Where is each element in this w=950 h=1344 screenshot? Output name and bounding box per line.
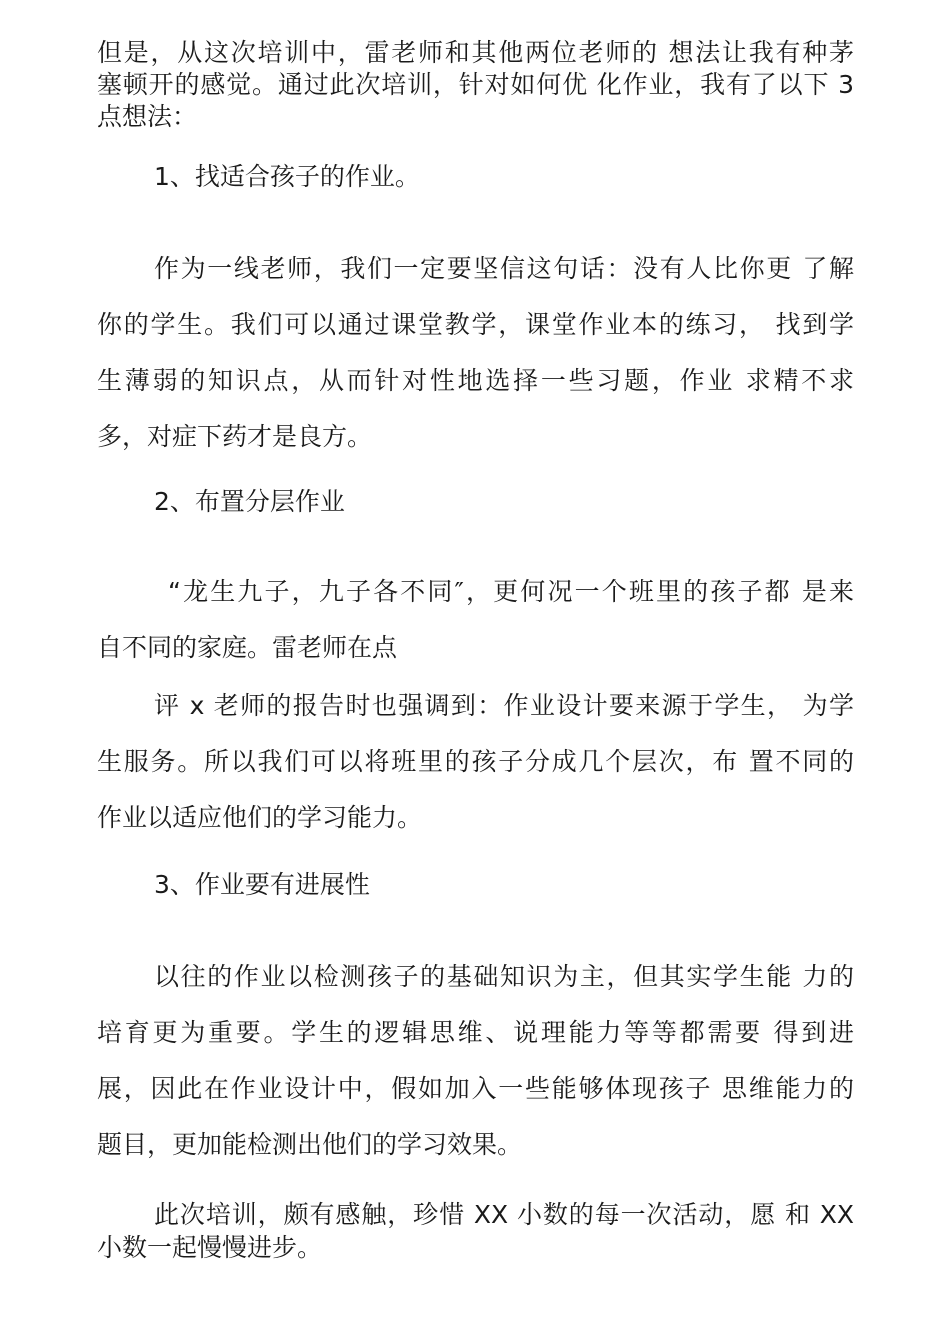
- text-line: 此次培训，颇有感触，珍惜 XX 小数的每一次活动，愿 和 XX: [154, 1200, 854, 1229]
- text-line: 培育更为重要。学生的逻辑思维、说理能力等等都需要 得到进: [97, 1018, 854, 1047]
- text-line: 但是，从这次培训中，雷老师和其他两位老师的 想法让我有种茅: [97, 38, 854, 67]
- section-heading: 1、找适合孩子的作业。: [154, 162, 420, 191]
- text-line: 小数一起慢慢进步。: [97, 1233, 323, 1262]
- text-line: 生服务。所以我们可以将班里的孩子分成几个层次，布 置不同的: [97, 747, 854, 776]
- text-line: 展，因此在作业设计中，假如加入一些能够体现孩子 思维能力的: [97, 1074, 854, 1103]
- text-line: 自不同的家庭。雷老师在点: [97, 633, 398, 662]
- text-line: 评 x 老师的报告时也强调到：作业设计要来源于学生， 为学: [154, 691, 854, 720]
- text-line: 作业以适应他们的学习能力。: [97, 803, 423, 832]
- section-heading: 2、布置分层作业: [154, 487, 345, 516]
- text-line: 以往的作业以检测孩子的基础知识为主，但其实学生能 力的: [154, 962, 854, 991]
- text-line: 点想法：: [97, 102, 198, 131]
- text-line: 作为一线老师，我们一定要坚信这句话：没有人比你更 了解: [154, 254, 854, 283]
- section-heading: 3、作业要有进展性: [154, 870, 370, 899]
- text-line: “龙生九子，九子各不同″，更何况一个班里的孩子都 是来: [168, 577, 854, 606]
- text-line: 题目，更加能检测出他们的学习效果。: [97, 1130, 523, 1159]
- text-line: 塞顿开的感觉。通过此次培训，针对如何优 化作业，我有了以下 3: [97, 70, 854, 99]
- text-line: 多，对症下药才是良方。: [97, 422, 373, 451]
- text-line: 生薄弱的知识点，从而针对性地选择一些习题，作业 求精不求: [97, 366, 854, 395]
- text-line: 你的学生。我们可以通过课堂教学，课堂作业本的练习， 找到学: [97, 310, 854, 339]
